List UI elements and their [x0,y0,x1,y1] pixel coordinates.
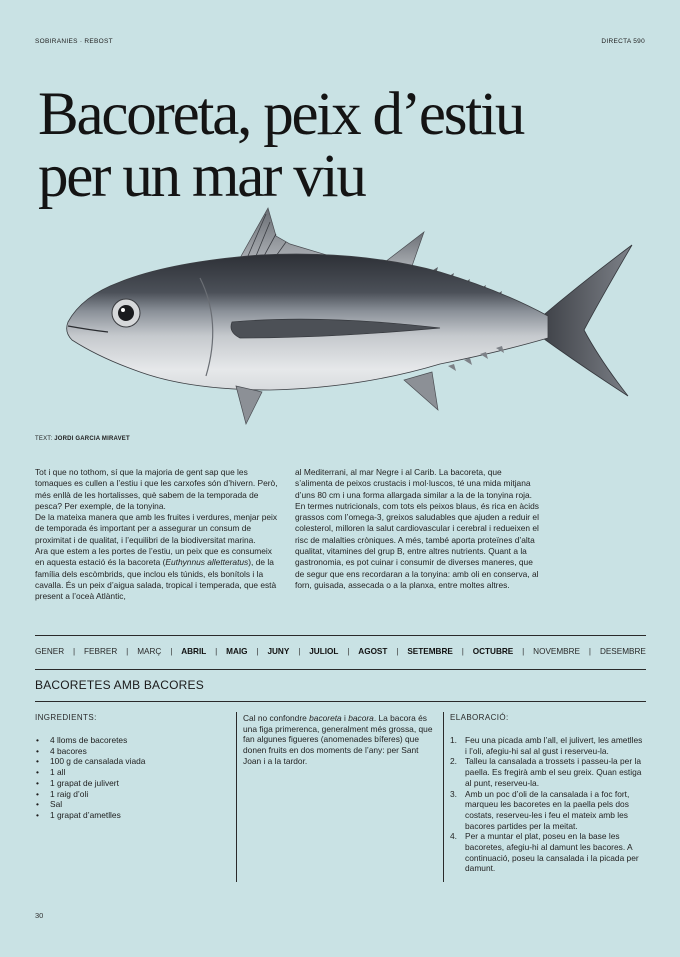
month-separator: | [73,647,76,656]
ingredient-item: • 100 g de cansalada viada [35,756,145,767]
tuna-fish-illustration [60,203,640,428]
step-text: Per a muntar el plat, poseu en la base les bacoretes, afegiu-hi al damunt les bacores. A continuació, poseu la cansalada i la picada per damunt. [465,831,639,874]
ingredients-list [35,735,145,821]
ingredient-item: • 4 lloms de bacoretes [35,735,145,746]
recipe-title: BACORETES AMB BACORES [35,678,204,692]
step-number: 1. [450,735,457,745]
month-octubre: OCTUBRE [472,647,514,656]
month-març: MARÇ [137,647,162,656]
note-mid: i [341,713,349,723]
month-juliol: JULIOL [309,647,339,656]
month-separator: | [347,647,350,656]
month-maig: MAIG [226,647,248,656]
month-separator: | [461,647,464,656]
pelvic-fin [236,386,262,424]
step-number: 3. [450,788,457,799]
month-separator: | [522,647,525,656]
step-text: Amb un poc d’oli de la cansalada i a foc fort, marqueu les bacoretes en la paella pels dos costats, reserveu-les i feu el mateix amb les bacores partides per la meitat. [465,788,630,831]
month-separator: | [588,647,592,656]
author-credit [35,436,130,442]
step-number: 4. [450,831,457,842]
section-label: SOBIRANIES · REBOST [35,38,113,45]
step-text: Feu una picada amb l’all, el julivert, les ametlles i l’oli, afegiu-hi sal al gust i reserveu-la. [465,735,643,756]
month-separator: | [256,647,259,656]
species-name: Euthynnus alletteratus [165,557,249,568]
month-setembre: SETEMBRE [407,647,453,656]
title-line-1: Bacoreta, peix d’estiu [38,81,524,148]
note-prefix: Cal no confondre [243,713,310,723]
second-dorsal-fin [385,232,424,266]
issue-label: DIRECTA 590 [601,38,645,45]
step-item [450,789,646,832]
divider [35,701,646,702]
column-divider [443,712,444,882]
article-paragraph: En termes nutricionals, com tots els peixos blaus, és rica en àcids grassos com l’omega-3, greixos saludables que ajuden a reduir el colesterol, milloren la salut cardiovascular i cerebral i redueixen el risc de malalties cròniques. A més, també aporta proteïnes d’alta qualitat, vitamines del grup B, entre altres nutrients. Quant a la gastronomia, es pot cuinar i consumir de diverses maneres, que de segur que ens recordaran a la tonyina: amb oli en conserva, al forn, guisada, assecada o a la planxa, entre moltes altres. [295,500,539,590]
article-paragraph: De la mateixa manera que amb les fruites i verdures, menjar peix de temporada és important per a assegurar un consum de proximitat i de qualitat, i l’equilibri de la biodiversitat marina. [35,512,278,545]
dorsal-fin [240,208,330,258]
step-number: 2. [450,756,457,767]
month-juny: JUNY [267,647,290,656]
step-item [450,831,646,874]
month-separator: | [170,647,173,656]
note-term-1: bacoreta [309,713,342,723]
ingredient-item: • 1 grapat d’ametlles [35,810,145,821]
article-paragraph: Ara que estem a les portes de l’estiu, un peix que es consumeix en aquesta estació és la bacoreta (Euthynnus alletteratus), de la família dels escòmbrids, que inclou els túnids, els bonítols i la cavalla. És un peix d’aigua salada, tropical i temperada, que està present a l’oceà Atlàntic, [35,546,277,602]
anal-fin [404,372,438,410]
month-abril: ABRIL [181,647,207,656]
article-paragraph: Tot i que no tothom, sí que la majoria de gent sap que les tomaques es cullen a l’estiu i que les carxofes són d’hivern. Però, més enllà de les hortalisses, què sabem de la temporada de pesca? Per exemple, de la tonyina. [35,467,278,511]
tail-fin [540,245,632,396]
divider [35,669,646,670]
article-paragraph: al Mediterrani, al mar Negre i al Carib. La bacoreta, que s’alimenta de peixos crustacis i mol·luscos, té una mida mitjana d’uns 80 cm i una forma allargada similar a la de la tonyina roja. [295,467,532,500]
note-term-2: bacora [348,713,374,723]
ingredient-item: • 1 raig d’oli [35,789,145,800]
month-separator: | [215,647,218,656]
article-column-2 [295,467,540,591]
recipe-note [243,713,435,767]
month-separator: | [126,647,129,656]
page-number: 30 [35,911,44,920]
step-item [450,756,646,788]
ingredient-item: • Sal [35,799,145,810]
month-agost: AGOST [358,647,388,656]
author-name: JORDI GARCIA MIRAVET [54,436,130,442]
article-column-1 [35,467,280,603]
ingredient-item: • 1 grapat de julivert [35,778,145,789]
step-text: Talleu la cansalada a trossets i passeu-la per la paella. Es fregirà amb el seu greix. Quan estiga al punt, reserveu-la. [465,756,642,788]
ingredients-heading: INGREDIENTS: [35,713,97,722]
month-desembre: DESEMBRE [599,647,646,656]
column-divider [236,712,237,882]
step-item [450,735,646,756]
steps-heading: ELABORACIÓ: [450,713,509,722]
ingredient-item: • 1 all [35,767,145,778]
ingredient-item: • 4 bacores [35,746,145,757]
divider [35,635,646,636]
steps-list [450,735,646,874]
title-line-2: per un mar viu [38,143,365,210]
page-title [38,81,524,210]
note-rest: . La bacora és una figa primerenca, generalment més grossa, que fan algunes figueres (anomenades bíferes) que donen fruits en dos moments de l’any: per Sant Joan i a la tardor. [243,713,433,766]
month-gener: GENER [35,647,65,656]
month-febrer: FEBRER [84,647,118,656]
credit-label: TEXT: [35,436,55,442]
month-separator: | [298,647,301,656]
month-novembre: NOVEMBRE [533,647,581,656]
month-separator: | [396,647,399,656]
season-calendar [35,647,646,656]
